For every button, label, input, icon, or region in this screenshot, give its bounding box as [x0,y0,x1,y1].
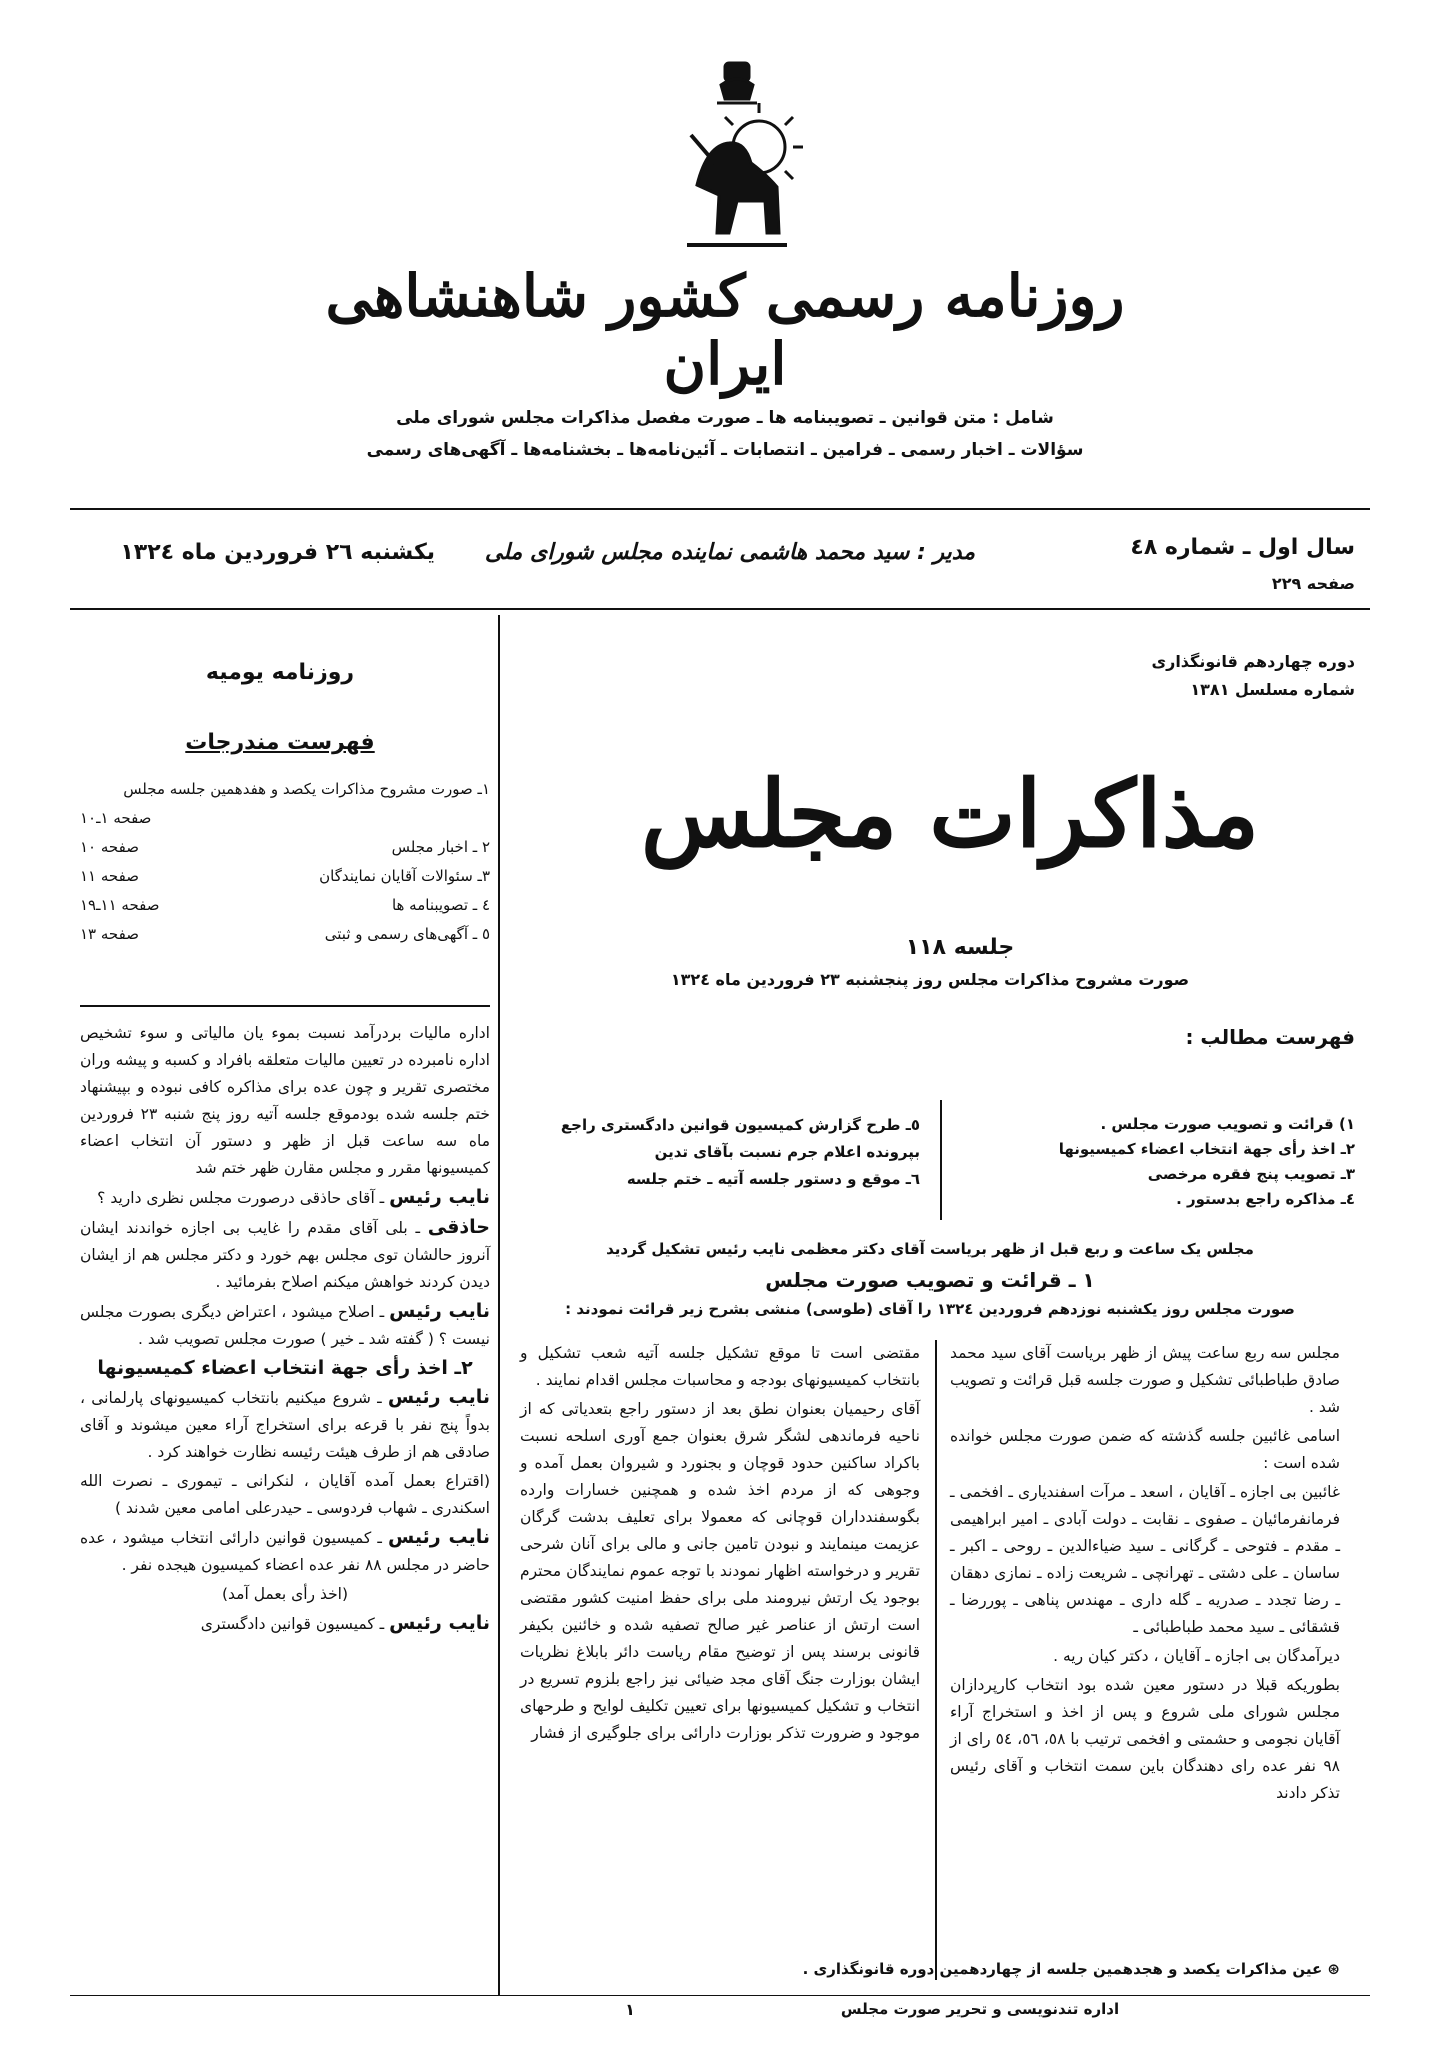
section-big-title: مذاکرات مجلس [640,760,1260,868]
contents-item-label: ٥ ـ آگهی‌های رسمی و ثبتی [324,925,490,943]
serial-number: شماره مسلسل ١٣٨١ [1190,680,1355,699]
paragraph: بطوریکه قبلا در دستور معین شده بود انتخاب کارپردازان مجلس شورای ملی شروع و پس از اخذ و استخراج آراء آقایان نجومی و حشمتی و افخمی ترتیب با ٥٨، ٥٦، ٥٤ رای از ٩٨ نفر عده رای دهندگان باین سمت انتخاب و آقای رئیس تذکر دادند [950,1676,1340,1802]
paragraph [80,1298,490,1353]
session-number: جلسه ١١٨ [905,935,1015,960]
contents-item-label: ٢ ـ اخبار مجلس [391,838,490,856]
agenda-divider [940,1100,942,1220]
footer-rule [70,1995,1370,1996]
paragraph [80,1214,490,1296]
newspaper-title: روزنامه رسمی کشور شاهنشاهی ایران [325,262,1125,398]
paragraph: اسامی غائبین جلسه گذشته که ضمن صورت مجلس خوانده شده است : [950,1427,1340,1472]
speaker: حاذقی [427,1216,490,1238]
agenda-right [1025,1112,1355,1212]
contents-rule [80,1005,490,1007]
paragraph: (اقتراع بعمل آمده آقایان ، لنکرانی ـ تیموری ـ نصرت الله اسکندری ـ شهاب فردوسی ـ حیدرعلی امامی معین شدند ) [80,1472,490,1517]
contents-item-page-number: صفحه ١١ [80,867,139,885]
contents-title: فهرست مندرجات [185,730,375,755]
contents-item-page-number: صفحه ١٣ [80,925,139,943]
agenda-left [520,1112,920,1193]
section-heading: ٢ـ اخذ رأی جهة انتخاب اعضاء کمیسیونها [97,1357,473,1379]
issue-date: یکشنبه ٢٦ فروردین ماه ١٣٢٤ [120,540,435,565]
agenda-title: فهرست مطالب : [1185,1025,1355,1049]
paragraph: غائبین بی اجازه ـ آقایان ، اسعد ـ مرآت اسفندیاری ـ افخمی ـ فرمانفرمائیان ـ صفوی ـ نقابت ـ دولت آبادی ـ امیر ابراهیمی ـ مقدم ـ فتوحی ـ گرگانی ـ سید ضیاءالدین ـ روحی ـ اکبر ـ ساسان ـ علی دشتی ـ تهرانچی ـ شریعت زاده ـ نمازی دهقان ـ رضا تجدد ـ صدریه ـ گله داری ـ مهندس پناهی ـ پوررضا ـ قشقائی ـ سید محمد طباطبائی ـ [950,1483,1340,1636]
lion-and-sun-emblem [667,55,807,255]
contents-item-page [80,804,490,833]
agenda-item: ٤ـ مذاکره راجع بدستور . [1176,1190,1355,1208]
contents-item [80,891,490,920]
main-right-column [950,1340,1340,1809]
contents-list [80,775,490,949]
agenda-item: ١) قرائت و تصویب صورت مجلس . [1100,1115,1355,1133]
header-top-rule [70,508,1370,510]
speech: ـ شروع میکنیم بانتخاب کمیسیونهای پارلمانی ، بدواً پنج نفر با قرعه برای استخراج آراء معین میشوند و آقای صادقی هم از طرف هیئت رئیسه نظارت خواهند کرد . [80,1389,490,1461]
page-number-footer: ١ [625,2000,635,2019]
contents-item-page-number: صفحه ١١ـ١٩ [80,896,160,914]
paragraph [80,1524,490,1579]
issue-number: سال اول ـ شماره ٤٨ [1130,535,1355,560]
agenda-item: ٣ـ تصویب پنج فقره مرخصی [1147,1165,1355,1183]
speech: ـ کمیسیون قوانین دادگستری [200,1615,385,1633]
section-1-text: صورت مجلس روز یکشنبه نوزدهم فروردین ١٣٢٤ را آقای (طوسی) منشی بشرح زیر قرائت نمودند : [565,1300,1295,1318]
contents-item-label: ٣ـ سئوالات آقایان نمایندگان [319,867,490,885]
paragraph: مجلس سه ربع ساعت پیش از ظهر بریاست آقای سید محمد صادق طباطبائی تشکیل و صورت جلسه قبل قرائت و تصویب شد . [950,1344,1340,1416]
speaker: نایب رئیس [389,1186,490,1208]
masthead-subtitle-2: سؤالات ـ اخبار رسمی ـ فرامین ـ انتصابات ـ آئین‌نامه‌ها ـ بخشنامه‌ها ـ آگهی‌های رسمی [366,440,1084,460]
speech: ـ آقای حاذقی درصورت مجلس نظری دارید ؟ [97,1189,385,1207]
contents-item [80,862,490,891]
paragraph [80,1610,490,1638]
agenda-item: ٢ـ اخذ رأی جهة انتخاب اعضاء کمیسیونها [1058,1140,1355,1158]
speaker: نایب رئیس [389,1300,490,1322]
speech: ـ بلی آقای مقدم را غایب بی اجازه خواندند ایشان آنروز حالشان توی مجلس بهم خورد و دکتر مجلس هم از ایشان دیدن کردند خواهش میکنم اصلاح بفرمائید . [80,1219,490,1291]
contents-item-page-number: صفحه ١٠ [80,838,139,856]
speech: ـ اصلاح میشود ، اعتراض دیگری بصورت مجلس نیست ؟ ( گفته شد ـ خیر ) صورت مجلس تصویب شد . [80,1303,490,1348]
paragraph: اداره مالیات بردرآمد نسبت بموء یان مالیاتی و سوء تشخیص اداره نامبرده در تعیین مالیات متعلقه بافراد و کسبه و پیشه وران مختصری تقریر و چون عده برای مذاکره کافی نبوده و بپیشنهاد ختم جلسه شده بودموقع جلسه آتیه روز پنج شنبه ٢٣ فروردین ماه سه ساعت قبل از ظهر و دستور آن انتخاب اعضاء کمیسیونها مقرر و مجلس مقارن ظهر ختم شد [80,1024,490,1177]
left-column-text [80,1020,490,1640]
paragraph: مقتضی است تا موقع تشکیل جلسه آتیه شعب تشکیل و بانتخاب کمیسیونهای بودجه و محاسبات مجلس اقدام نمایند . [520,1344,920,1389]
session-subtitle: صورت مشروح مذاکرات مجلس روز پنجشنبه ٢٣ فروردین ماه ١٣٢٤ [670,970,1190,989]
paragraph: دیرآمدگان بی اجازه ـ آقایان ، دکتر کیان ریه . [1053,1647,1340,1665]
header-bottom-rule [70,608,1370,610]
main-left-column [520,1340,920,1749]
contents-item [80,833,490,862]
contents-item-page-number: صفحه ١ـ١٠ [80,809,152,827]
contents-item [80,920,490,949]
paragraph [80,1384,490,1466]
section-1-heading: ١ ـ قرائت و تصویب صورت مجلس [765,1268,1095,1292]
column-divider [498,615,500,1995]
page-number-header: صفحه ٢٢٩ [1271,574,1355,593]
speaker: نایب رئیس [387,1386,490,1408]
editor-line: مدیر : سید محمد هاشمی نماینده مجلس شورای ملی [484,540,976,565]
masthead-subtitle-1: شامل : متن قوانین ـ تصویبنامه ها ـ صورت مفصل مذاکرات مجلس شورای ملی [396,408,1054,428]
speaker: نایب رئیس [389,1612,490,1634]
paragraph: آقای رحیمیان بعنوان نطق بعد از دستور راجع بتعدیاتی که از ناحیه فرماندهی لشگر شرق بعنوان جمع آوری اسلحه نسبت باکراد ساکنین حدود قوچان و بجنورد و شیروان بعمل آمده و وجوهی که از مردم اخذ شده و همچنین خسارات وارده بگوسفندداران قوچانی که معمولا برای تعلیف بدشت گرگان عزیمت مینمایند و نبودن تامین جانی و مالی برای آنان شرحی تقریر و درخواسته اظهار نمودند با توجه عموم نمایندگان محترم بوجود یک ارتش نیرومند ملی برای حفظ امنیت کشور مقتضی است ارتش از عناصر غیر صالح تصفیه شده و خائنین بکیفر قانونی برسند پس از توضیح مقام ریاست دائر بابلاغ نظریات ایشان بوزارت جنگ آقای مجد ضیائی نیز راجع بلزوم تسریع در انتخاب و تشکیل کمیسیونها برای تعیین تکلیف لوایح و طرحهای موجود و ضرورت تذکر بوزارت دارائی برای جلوگیری از فشار [520,1400,920,1742]
term-label: دوره چهاردهم قانونگذاری [1151,652,1355,671]
contents-item-label: ٤ ـ تصویبنامه ها [391,896,490,914]
agenda-item: ٦ـ موقع و دستور جلسه آتیه ـ ختم جلسه [626,1170,920,1188]
agenda-item: ٥ـ طرح گزارش کمیسیون قوانین دادگستری راجع بپرونده اعلام جرم نسبت بآقای تدین [560,1116,920,1161]
speaker: نایب رئیس [387,1526,490,1548]
paragraph [80,1184,490,1212]
daily-label: روزنامه یومیه [205,660,355,685]
main-column-divider [935,1340,937,1980]
footnote: ⊛ عین مذاکرات یکصد و هجدهمین جلسه از چهاردهمین دوره قانونگذاری . [802,1960,1340,1978]
office-line: اداره تندنویسی و تحریر صورت مجلس [840,2000,1120,2018]
speech: ـ کمیسیون قوانین دارائی انتخاب میشود ، عده حاضر در مجلس ٨٨ نفر عده اعضاء کمیسیون هیجده نفر . [80,1529,490,1574]
paragraph: (اخذ رأی بعمل آمد) [221,1585,349,1603]
contents-item-label: ١ـ صورت مشروح مذاکرات یکصد و هفدهمین جلسه مجلس [123,780,490,798]
contents-item [80,775,490,804]
opening-line: مجلس یک ساعت و ربع قبل از ظهر بریاست آقای دکتر معظمی نایب رئیس تشکیل گردید [606,1240,1254,1258]
